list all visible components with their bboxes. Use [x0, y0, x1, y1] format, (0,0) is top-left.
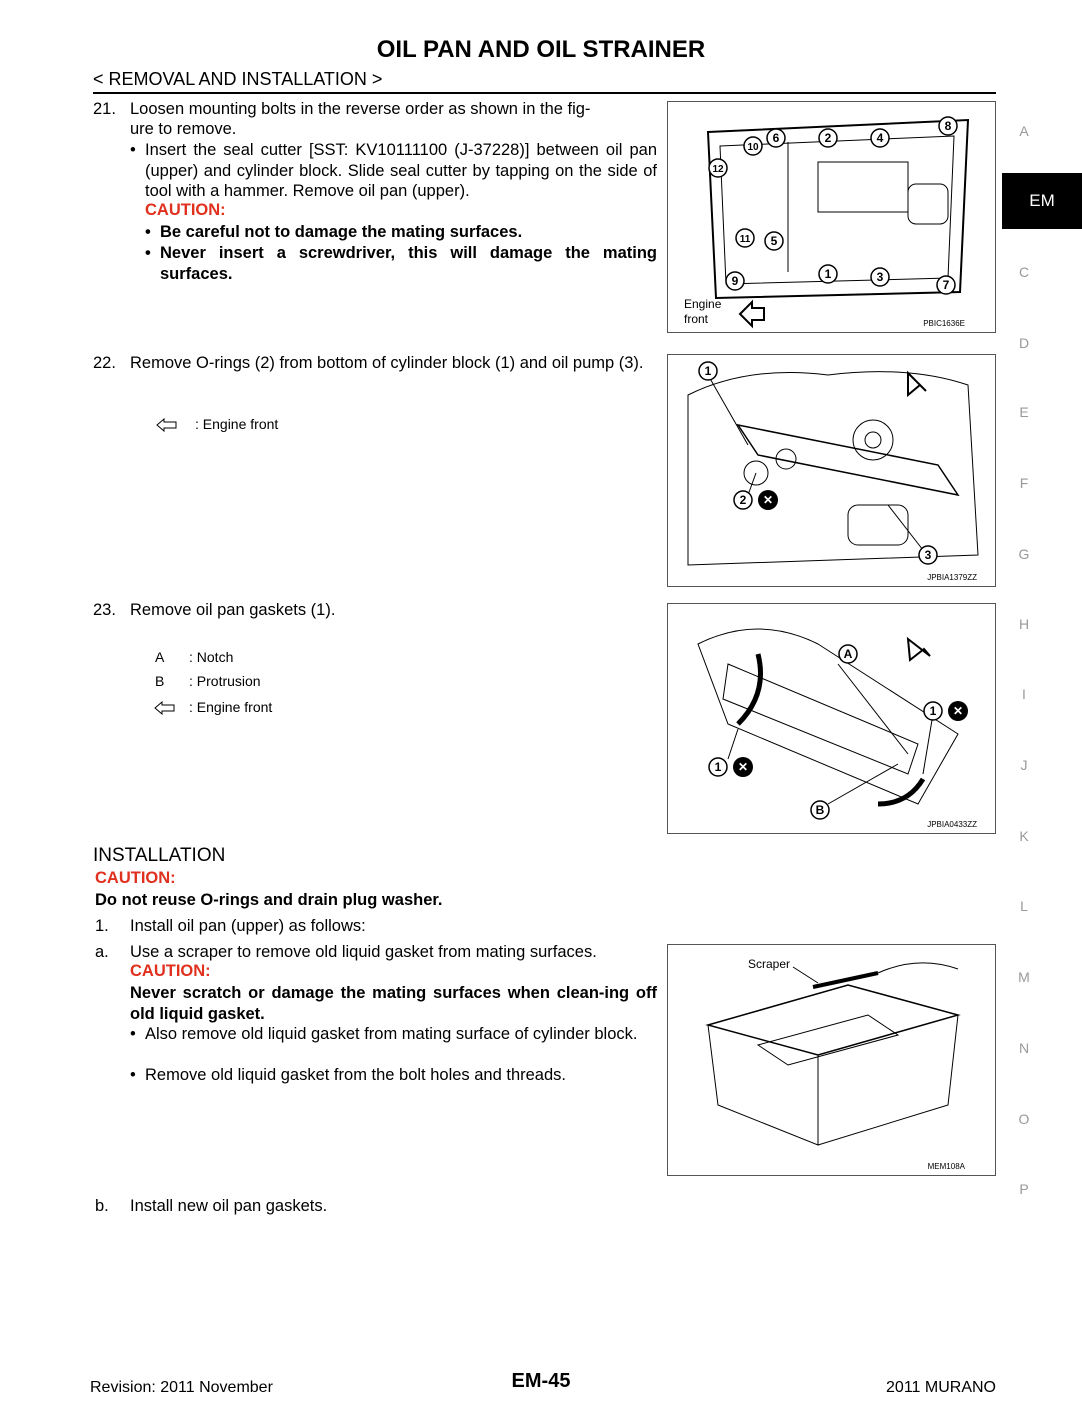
svg-text:10: 10 — [747, 142, 759, 153]
side-index-n[interactable]: N — [1018, 1040, 1030, 1056]
svg-text:1: 1 — [714, 760, 722, 774]
scraper-drawing — [668, 945, 995, 1175]
caution-text-1: Be careful not to damage the mating surfaces. — [160, 223, 523, 241]
side-index-h[interactable]: H — [1018, 616, 1030, 632]
section-subtitle: < REMOVAL AND INSTALLATION > — [93, 69, 383, 89]
legend-key-a: A — [155, 649, 165, 665]
step-a-text: Use a scraper to remove old liquid gasket from mating surfaces. — [130, 943, 597, 961]
bullet-icon: • — [130, 141, 136, 159]
engine-label-line2: front — [684, 312, 709, 326]
page-number: EM-45 — [511, 1370, 571, 1392]
svg-text:2: 2 — [824, 131, 832, 145]
legend-protrusion: : Protrusion — [189, 673, 261, 689]
figure-oil-pan-bolt-order — [667, 101, 996, 333]
scraper-label: Scraper — [748, 957, 791, 971]
step-23-number: 23. — [93, 601, 116, 619]
installation-heading: INSTALLATION — [93, 845, 226, 866]
side-index-a[interactable]: A — [1019, 123, 1029, 139]
engine-label-line1: Engine — [684, 297, 722, 311]
footer-model: 2011 MURANO — [886, 1379, 996, 1396]
step-b-text: Install new oil pan gaskets. — [130, 1197, 328, 1215]
legend-engine-front: : Engine front — [189, 699, 273, 715]
figure-code: MEM108A — [927, 1162, 965, 1171]
figure-code: JPBIA1379ZZ — [927, 573, 977, 582]
svg-text:✕: ✕ — [952, 704, 964, 718]
svg-text:A: A — [843, 647, 853, 661]
side-index-f[interactable]: F — [1019, 475, 1029, 491]
side-index-o[interactable]: O — [1018, 1111, 1030, 1127]
engine-label — [684, 297, 721, 327]
svg-text:11: 11 — [739, 234, 751, 245]
gasket-drawing — [668, 604, 995, 833]
bullet-icon: • — [130, 1025, 136, 1043]
cylinder-block-drawing — [668, 355, 995, 586]
side-index-c[interactable]: C — [1018, 264, 1030, 280]
figure-scraper — [667, 944, 996, 1176]
step-22-number: 22. — [93, 354, 116, 372]
step-21-bullet: Insert the seal cutter [SST: KV10111100 (J-37228)] between oil pan (upper) and cylinder block. Slide seal cutter by tapping on the side of tool with a hammer. Remove oil pan (upper). — [145, 141, 657, 200]
svg-text:1: 1 — [824, 267, 832, 281]
svg-text:✕: ✕ — [762, 493, 774, 507]
engine-front-arrow-icon — [156, 418, 178, 437]
legend-key-b: B — [155, 673, 165, 689]
footer-revision: Revision: 2011 November — [90, 1379, 273, 1396]
figure-o-rings — [667, 354, 996, 587]
step-b-number: b. — [95, 1197, 109, 1215]
step-21-line2: ure to remove. — [130, 120, 237, 138]
side-index-e[interactable]: E — [1019, 404, 1029, 420]
step-1-text: Install oil pan (upper) as follows: — [130, 917, 366, 935]
page-title: OIL PAN AND OIL STRAINER — [376, 36, 706, 63]
step-22-text: Remove O-rings (2) from bottom of cylinder block (1) and oil pump (3). — [130, 354, 644, 372]
caution-text: Do not reuse O-rings and drain plug washer. — [95, 891, 443, 909]
svg-text:B: B — [815, 803, 825, 817]
step-1-number: 1. — [95, 917, 109, 935]
figure-code: JPBIA0433ZZ — [927, 820, 977, 829]
svg-text:3: 3 — [876, 270, 884, 284]
caution-label: CAUTION: — [145, 201, 226, 219]
svg-text:9: 9 — [731, 274, 739, 288]
svg-text:8: 8 — [944, 119, 952, 133]
side-index-em-active[interactable]: EM — [1002, 173, 1082, 229]
svg-text:1: 1 — [704, 364, 712, 378]
step-a-bullet-2: Remove old liquid gasket from the bolt holes and threads. — [145, 1066, 566, 1084]
legend-engine-front: : Engine front — [195, 416, 279, 432]
side-index-i[interactable]: I — [1022, 686, 1026, 702]
svg-text:5: 5 — [770, 234, 778, 248]
side-index-d[interactable]: D — [1018, 335, 1030, 351]
svg-text:✕: ✕ — [737, 760, 749, 774]
bullet-icon: • — [130, 1066, 136, 1084]
svg-text:12: 12 — [712, 164, 724, 175]
step-21-line1: Loosen mounting bolts in the reverse order as shown in the fig- — [130, 100, 591, 118]
svg-text:1: 1 — [929, 704, 937, 718]
caution-text: Never scratch or damage the mating surfaces when clean-ing off old liquid gasket. — [130, 984, 657, 1023]
step-a-number: a. — [95, 943, 109, 961]
bullet-icon: • — [145, 223, 151, 241]
step-a-bullet-1: Also remove old liquid gasket from mating surface of cylinder block. — [145, 1025, 638, 1043]
svg-text:7: 7 — [942, 278, 950, 292]
svg-text:4: 4 — [876, 131, 884, 145]
figure-oil-pan-gaskets — [667, 603, 996, 834]
bullet-icon: • — [145, 244, 151, 262]
side-index-k[interactable]: K — [1019, 828, 1029, 844]
caution-text-2: Never insert a screwdriver, this will damage the mating surfaces. — [160, 244, 657, 283]
side-index-p[interactable]: P — [1019, 1181, 1029, 1197]
side-index-m[interactable]: M — [1018, 969, 1030, 985]
figure-code: PBIC1636E — [923, 319, 965, 328]
side-index-l[interactable]: L — [1020, 898, 1028, 914]
caution-label: CAUTION: — [130, 962, 211, 980]
svg-text:2: 2 — [739, 493, 747, 507]
legend-notch: : Notch — [189, 649, 234, 665]
header-rule — [93, 92, 996, 94]
side-index-j[interactable]: J — [1020, 757, 1028, 773]
step-23-text: Remove oil pan gaskets (1). — [130, 601, 336, 619]
side-index-g[interactable]: G — [1018, 546, 1030, 562]
svg-text:3: 3 — [924, 548, 932, 562]
engine-front-arrow-icon — [154, 701, 176, 720]
svg-text:6: 6 — [772, 131, 780, 145]
step-21-number: 21. — [93, 100, 116, 118]
caution-label: CAUTION: — [95, 869, 176, 887]
